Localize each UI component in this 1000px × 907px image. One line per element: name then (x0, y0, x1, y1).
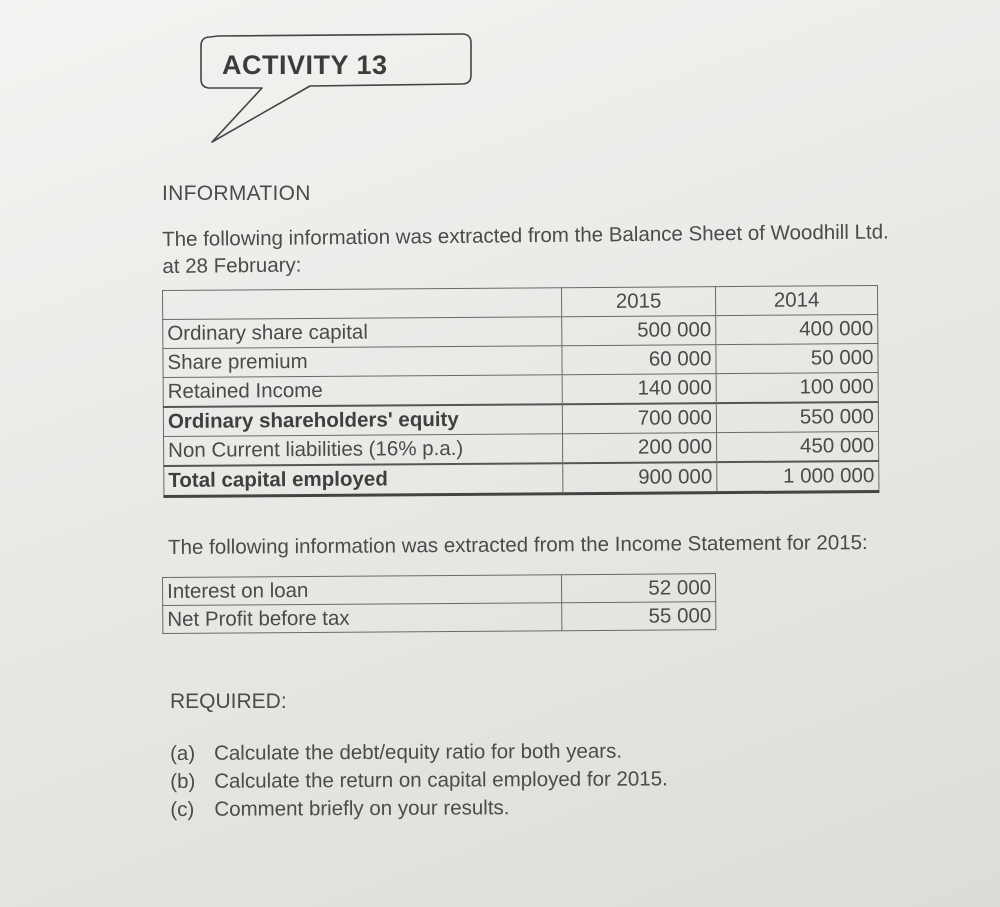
list-item (170, 765, 668, 796)
value-2014: 1 000 000 (717, 461, 879, 493)
list-item (170, 737, 668, 768)
row-label: Total capital employed (164, 463, 563, 496)
information-heading: INFORMATION (162, 182, 311, 205)
value-2014: 400 000 (716, 315, 878, 345)
item-text: Calculate the return on capital employed for 2015. (214, 767, 668, 793)
value-2015: 700 000 (562, 403, 716, 434)
value-2015: 140 000 (562, 374, 716, 405)
row-label: Ordinary share capital (163, 317, 562, 349)
table-row (163, 574, 716, 606)
speech-bubble-icon (190, 28, 480, 148)
item-text: Comment briefly on your results. (214, 796, 510, 821)
value-2014: 100 000 (716, 373, 878, 404)
value-2015: 200 000 (563, 433, 717, 464)
value-2015: 900 000 (563, 462, 717, 494)
header-cell (163, 288, 562, 320)
required-list (170, 737, 668, 824)
row-label: Non Current liabilities (16% p.a.) (164, 434, 563, 466)
row-label: Net Profit before tax (163, 603, 562, 634)
income-statement-table (162, 573, 716, 634)
value-2014: 50 000 (716, 344, 878, 374)
item-letter: (a) (170, 741, 196, 765)
row-label: Interest on loan (163, 575, 562, 606)
row-label: Ordinary shareholders' equity (163, 404, 562, 436)
intro-paragraph (162, 217, 993, 280)
income-intro: The following information was extracted from the Income Statement for 2015: (168, 531, 868, 559)
value-2015: 500 000 (562, 316, 716, 346)
intro-line-2: at 28 February: (162, 253, 302, 278)
row-label: Retained Income (163, 375, 562, 407)
value-2014: 550 000 (716, 402, 878, 433)
item-letter: (b) (170, 769, 196, 793)
value-2015: 60 000 (562, 345, 716, 375)
balance-sheet-table (162, 285, 879, 498)
required-heading: REQUIRED: (170, 690, 287, 713)
intro-line-1: The following information was extracted from the Balance Sheet of Woodhill Ltd. (162, 220, 889, 251)
item-letter: (c) (170, 797, 195, 821)
row-label: Share premium (163, 346, 562, 378)
item-text: Calculate the debt/equity ratio for both years. (214, 739, 623, 765)
list-item (170, 793, 668, 824)
row-value: 55 000 (562, 602, 716, 631)
table-row-total (164, 461, 879, 496)
activity-title: ACTIVITY 13 (222, 50, 388, 80)
value-2014: 450 000 (717, 432, 879, 463)
row-value: 52 000 (561, 574, 715, 603)
header-cell-2015: 2015 (561, 287, 715, 317)
table-row (163, 602, 716, 634)
header-cell-2014: 2014 (715, 286, 877, 316)
